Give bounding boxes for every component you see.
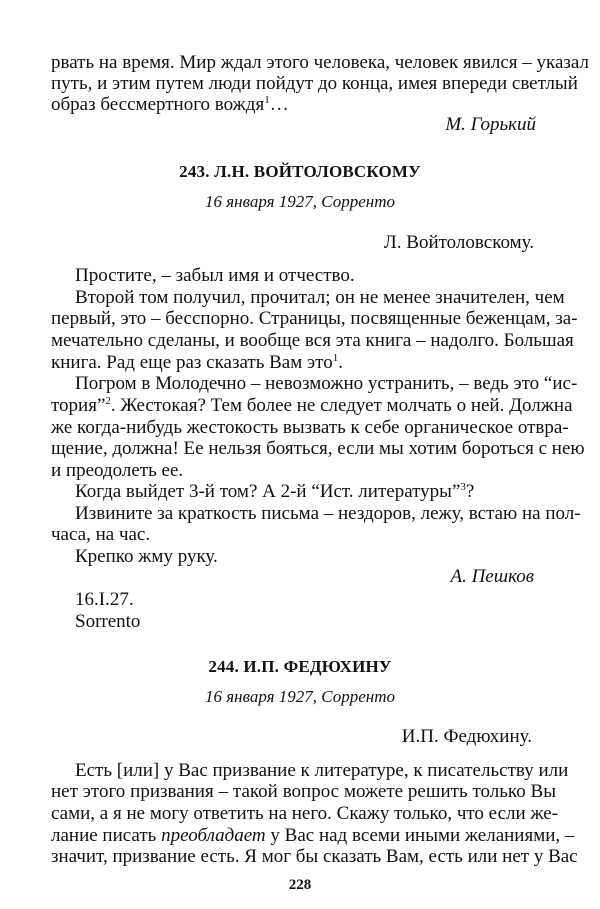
- text: книга. Рад еще раз сказать Вам это: [51, 352, 333, 373]
- paragraph-line: [75, 481, 474, 503]
- paragraph-line: Второй том получил, прочитал; он не менее значителен, чем: [75, 287, 565, 308]
- footnote-mark: 1: [264, 94, 270, 106]
- date-line: 16.I.27.: [75, 589, 134, 610]
- paragraph-line: щение, должна! Ее нельзя бояться, если мы хотим бороться с нею: [51, 438, 585, 459]
- text-line: [51, 94, 289, 116]
- footnote-mark: 2: [105, 395, 111, 407]
- text: …: [269, 94, 289, 115]
- letter-date: 16 января 1927, Сорренто: [205, 192, 395, 211]
- paragraph-line: первый, это – бесспорно. Страницы, посвященные беженцам, за-: [51, 308, 578, 329]
- signature: А. Пешков: [450, 566, 534, 587]
- text: . Жестокая? Тем более не следует молчать о ней. Должна: [110, 395, 573, 416]
- letter-heading: 243. Л.Н. ВОЙТОЛОВСКОМУ: [179, 162, 421, 181]
- paragraph-line: Простите, – забыл имя и отчество.: [75, 265, 355, 286]
- footnote-mark: 3: [460, 481, 466, 493]
- text: рвать на время. Мир ждал этого человека, человек явился – указал: [51, 52, 589, 73]
- text: тория”: [51, 395, 106, 416]
- addressee: И.П. Федюхину.: [401, 726, 532, 747]
- text: ?: [465, 481, 475, 502]
- paragraph-line: и преодолеть ее.: [51, 460, 184, 481]
- letter-date: 16 января 1927, Сорренто: [205, 687, 395, 706]
- addressee: Л. Войтоловскому.: [383, 232, 534, 253]
- paragraph-line: часа, на час.: [51, 524, 151, 545]
- paragraph-line: Крепко жму руку.: [75, 546, 218, 567]
- text-line: [51, 52, 589, 74]
- page-number: 228: [288, 877, 312, 893]
- paragraph-line: же когда-нибудь жестокость вызвать к себе органическое отвра-: [51, 417, 569, 438]
- paragraph-line: значит, призвание есть. Я мог бы сказать Вам, есть или нет у Вас: [51, 846, 578, 867]
- emphasis: преобладает: [161, 825, 266, 846]
- paragraph-line: сами, а я не могу ответить на него. Скажу только, что если же-: [51, 803, 559, 824]
- text: образ бессмертного вождя: [51, 94, 265, 115]
- signature: М. Горький: [445, 114, 536, 135]
- paragraph-line: нет этого призвания – такой вопрос можете решить только Вы: [51, 781, 556, 802]
- text: путь, и этим путем люди пойдут до конца, имея впереди светлый: [51, 73, 578, 94]
- text: Когда выйдет 3-й том? А 2-й “Ист. литературы”: [75, 481, 461, 502]
- paragraph-line: Погром в Молодечно – невозможно устранить, – ведь это “ис-: [75, 373, 578, 394]
- paragraph-line: [51, 352, 343, 374]
- paragraph-line: [51, 825, 575, 847]
- place-line: Sorrento: [75, 611, 141, 632]
- paragraph-line: мечательно сделаны, и вообще вся эта книга – надолго. Большая: [51, 330, 574, 351]
- paragraph-line: [51, 395, 573, 417]
- text: у Вас над всеми иными желаниями, –: [265, 825, 575, 846]
- paragraph-line: Извините за краткость письма – нездоров, лежу, встаю на пол-: [75, 503, 581, 524]
- text: .: [338, 352, 343, 373]
- text: лание писать: [51, 825, 162, 846]
- text-line: [51, 73, 578, 95]
- paragraph-line: Есть [или] у Вас призвание к литературе, к писательству или: [75, 760, 569, 781]
- letter-heading: 244. И.П. ФЕДЮХИНУ: [208, 657, 392, 676]
- footnote-mark: 1: [332, 352, 339, 364]
